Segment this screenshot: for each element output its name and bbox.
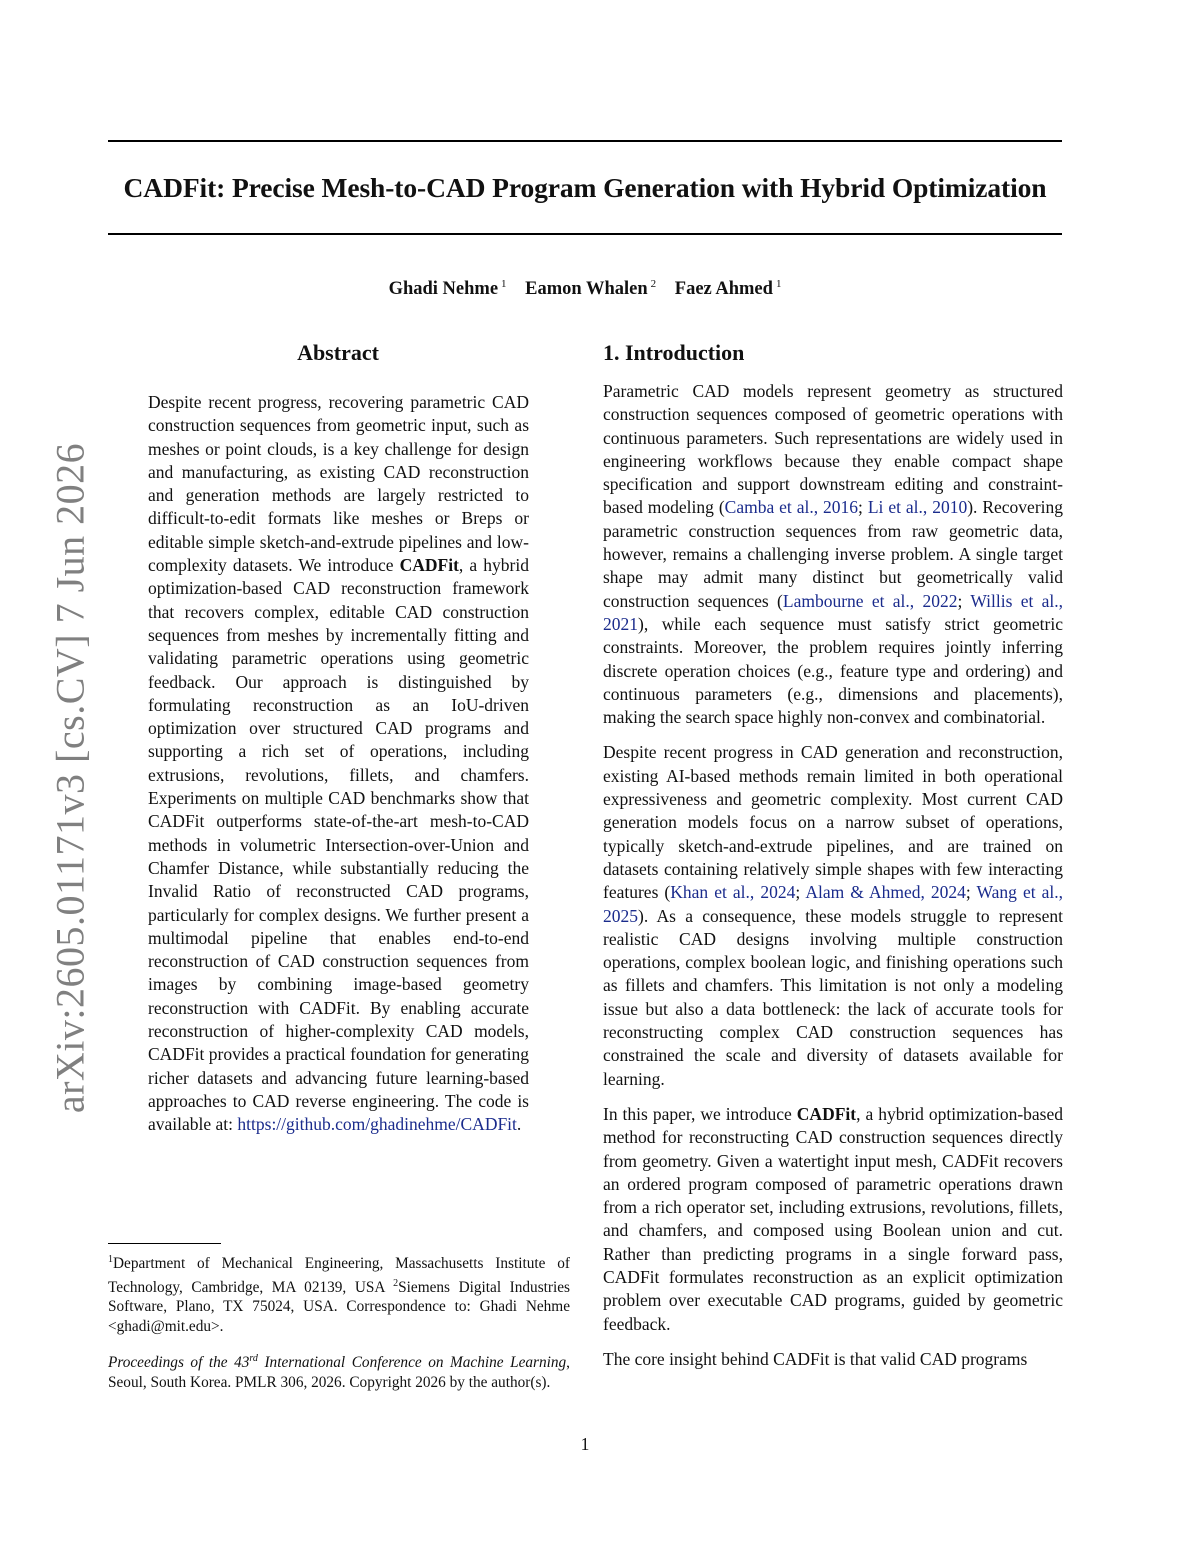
citation-li[interactable]: Li et al., 2010 <box>867 497 968 518</box>
footnote-text-2: Siemens Digital Industries Software, Plano, TX 75024, USA. Correspondence to: Ghadi Nehme <ghadi@mit.edu>. <box>108 1278 570 1335</box>
abstract-heading: Abstract <box>297 340 379 365</box>
paper-title: CADFit: Precise Mesh-to-CAD Program Generation with Hybrid Optimization <box>123 172 1047 203</box>
citation-camba[interactable]: Camba et al., 2016 <box>724 497 859 518</box>
intro-paragraph-4: The core insight behind CADFit is that valid CAD programs <box>603 1348 1028 1369</box>
affiliation-footnote <box>108 1250 570 1336</box>
footnote-sup-2: 2 <box>393 1277 399 1289</box>
proceedings-ordinal-suffix: rd <box>249 1353 258 1364</box>
page-number: 1 <box>580 1434 590 1454</box>
citation-khan-author: Khan et al. <box>670 882 750 903</box>
author-2 <box>525 279 656 299</box>
author-3-affil: 1 <box>775 278 782 290</box>
citation-lambourne-author: Lambourne et al. <box>782 590 910 611</box>
citation-wang[interactable]: Wang et al., 2025 <box>603 882 1064 926</box>
author-1-affil: 1 <box>501 278 507 290</box>
intro-p1-text-1: Parametric CAD models represent geometry as structured construction sequences composed of geometric operations with continuous parameters. Such representations are widely used in engineering workflows because they enable compact shape specification and support downstream editing and constraint-based modeling ( <box>603 381 1063 518</box>
citation-wang-year: 2025 <box>603 905 638 926</box>
intro-p3-text-2: , a hybrid optimization-based method for reconstructing CAD construction sequences directly from geometry. Given a watertight input mesh, CADFit recovers an ordered program composed of parametric operations drawn from a rich operator set, including extrusions, revolutions, fillets, and chamfers, and composed using Boolean union and cut. Rather than predicting programs in a single forward pass, CADFit formulates reconstruction as an explicit optimization problem over executable CAD programs, guided by geometric feedback. <box>603 1103 1063 1334</box>
section-heading-introduction: 1. Introduction <box>603 340 745 365</box>
proceedings-ordinal: 43 <box>234 1354 250 1372</box>
citation-alam-author: Alam & Ahmed <box>805 882 921 903</box>
proceedings-italic-2: International Conference on Machine Learning <box>257 1354 567 1372</box>
citation-alam[interactable]: Alam & Ahmed, 2024 <box>805 882 966 903</box>
citation-li-author: Li et al. <box>867 497 923 518</box>
citation-lambourne[interactable]: Lambourne et al., 2022 <box>782 590 958 611</box>
citation-alam-year: 2024 <box>930 882 966 903</box>
abstract-end: . <box>516 1114 522 1135</box>
author-2-name: Eamon Whalen <box>525 279 648 299</box>
footnote-rule <box>108 1243 221 1244</box>
author-1 <box>389 279 507 299</box>
abstract-bold-name: CADFit <box>399 555 459 576</box>
intro-paragraph-1: Parametric CAD models represent geometry as structured construction sequences composed of geometric operations with continuous parameters. Such representations are widely used in engineering workflows because they enable compact shape specification and support downstream editing and constraint-based modeling (Camba et al., 2016; Li et al., 2010). Recovering parametric construction sequences from raw geometric data, however, remains a challenging inverse problem. A single target shape may admit many distinct but geometrically valid construction sequences (Lambourne et al., 2022; Willis et al., 2021), while each sequence must satisfy strict geometric constraints. Moreover, the problem requires jointly inferring discrete operation choices (e.g., feature type and ordering) and continuous parameters (e.g., dimensions and placements), making the search space highly non-convex and combinatorial. <box>603 381 1064 728</box>
code-link[interactable]: https://github.com/ghadinehme/CADFit <box>237 1114 517 1135</box>
abstract-body <box>148 391 529 1137</box>
footnote-text-1: Department of Mechanical Engineering, Massachusetts Institute of Technology, Cambridge, MA 02139, USA <box>108 1255 570 1296</box>
title-rule-top <box>108 140 1062 142</box>
abstract-text-1: Despite recent progress, recovering parametric CAD construction sequences from geometric input, such as meshes or point clouds, is a key challenge for design and manufacturing, as existing CAD reconstruction and generation methods are largely restricted to difficult-to-edit formats like meshes or Breps or editable simple sketch-and-extrude pipelines and low-complexity datasets. We introduce <box>148 392 529 576</box>
footnote-sup-1: 1 <box>108 1254 113 1265</box>
intro-paragraph-2: Despite recent progress in CAD generation and reconstruction, existing AI-based methods remain limited in both operational expressiveness and geometric complexity. Most current CAD generation models focus on a narrow subset of operations, typically sketch-and-extrude pipelines, and are trained on datasets containing relatively simple shapes with few interacting features (Khan et al., 2024; Alam & Ahmed, 2024; Wang et al., 2025). As a consequence, these models struggle to represent realistic CAD designs involving multiple construction operations, complex boolean logic, and finishing operations such as fillets and chamfers. This limitation is not only a modeling issue but also a data bottleneck: the lack of accurate tools for reconstructing complex CAD construction sequences has constrained the scale and diversity of datasets available for learning. <box>603 742 1064 1089</box>
intro-p1-text-2: ). Recovering parametric construction sequences from raw geometric data, however, remains a challenging inverse problem. A single target shape may admit many distinct but geometrically valid construction sequences ( <box>603 497 1064 611</box>
abstract-text-2: , a hybrid optimization-based CAD reconstruction framework that recovers complex, editable CAD construction sequences from meshes by incrementally fitting and validating parametric operations using geometric feedback. Our approach is distinguished by formulating reconstruction as an IoU-driven optimization over structured CAD programs and supporting a rich set of operations, including extrusions, revolutions, fillets, and chamfers. Experiments on multiple CAD benchmarks show that CADFit outperforms state-of-the-art mesh-to-CAD methods in volumetric Intersection-over-Union and Chamfer Distance, while substantially reducing the Invalid Ratio of reconstructed CAD programs, particularly for complex designs. We further present a multimodal pipeline that enables end-to-end reconstruction of CAD construction sequences from images by combining image-based geometry reconstruction with CADFit. By enabling accurate reconstruction of higher-complexity CAD models, CADFit provides a practical foundation for generating richer datasets and advancing future learning-based approaches to CAD reverse engineering. The code is available at: <box>148 555 530 1135</box>
author-3-name: Faez Ahmed <box>674 279 773 299</box>
introduction-body <box>603 380 1063 1383</box>
citation-li-year: 2010 <box>932 497 968 518</box>
proceedings-note <box>108 1349 570 1392</box>
intro-p2-text-2: ). As a consequence, these models struggle to represent realistic CAD designs involving multiple construction operations, complex boolean logic, and finishing operations such as fillets and chamfers. This limitation is not only a modeling issue but also a data bottleneck: the lack of accurate tools for reconstructing complex CAD construction sequences has constrained the scale and diversity of datasets available for learning. <box>603 905 1063 1089</box>
intro-paragraph-3 <box>603 1103 1063 1336</box>
intro-p3-text-1: In this paper, we introduce <box>603 1103 797 1124</box>
intro-p3-bold-name: CADFit <box>796 1103 857 1124</box>
citation-camba-author: Camba et al. <box>724 497 814 518</box>
citation-khan[interactable]: Khan et al., 2024 <box>670 882 796 903</box>
citation-willis-year: 2021 <box>603 613 638 634</box>
author-3 <box>675 279 782 299</box>
citation-willis[interactable]: Willis et al., 2021 <box>603 590 1064 634</box>
intro-p1-text-3: ), while each sequence must satisfy strict geometric constraints. Moreover, the problem requires jointly inferring discrete operation choices (e.g., feature type and ordering) and continuous parameters (e.g., dimensions and placements), making the search space highly non-convex and combinatorial. <box>603 613 1063 728</box>
citation-wang-author: Wang et al. <box>976 882 1059 903</box>
citation-lambourne-year: 2022 <box>922 590 958 611</box>
author-2-affil: 2 <box>650 278 657 290</box>
author-1-name: Ghadi Nehme <box>388 279 499 299</box>
proceedings-rest: , Seoul, South Korea. PMLR 306, 2026. Copyright 2026 by the author(s). <box>108 1354 570 1391</box>
title-rule-bottom <box>108 233 1062 235</box>
author-list <box>0 278 1170 300</box>
arxiv-stamp: arXiv:2605.01171v3 [cs.CV] 7 Jun 2026 <box>47 442 93 1114</box>
citation-willis-author: Willis et al. <box>970 590 1059 611</box>
citation-camba-year: 2016 <box>823 497 859 518</box>
proceedings-italic-1: Proceedings of the <box>108 1354 235 1372</box>
intro-p2-text-1: Despite recent progress in CAD generation and reconstruction, existing AI-based methods remain limited in both operational expressiveness and geometric complexity. Most current CAD generation models focus on a narrow subset of operations, typically sketch-and-extrude pipelines, and are trained on datasets containing relatively simple shapes with few interacting features ( <box>603 742 1063 903</box>
citation-khan-year: 2024 <box>760 882 796 903</box>
